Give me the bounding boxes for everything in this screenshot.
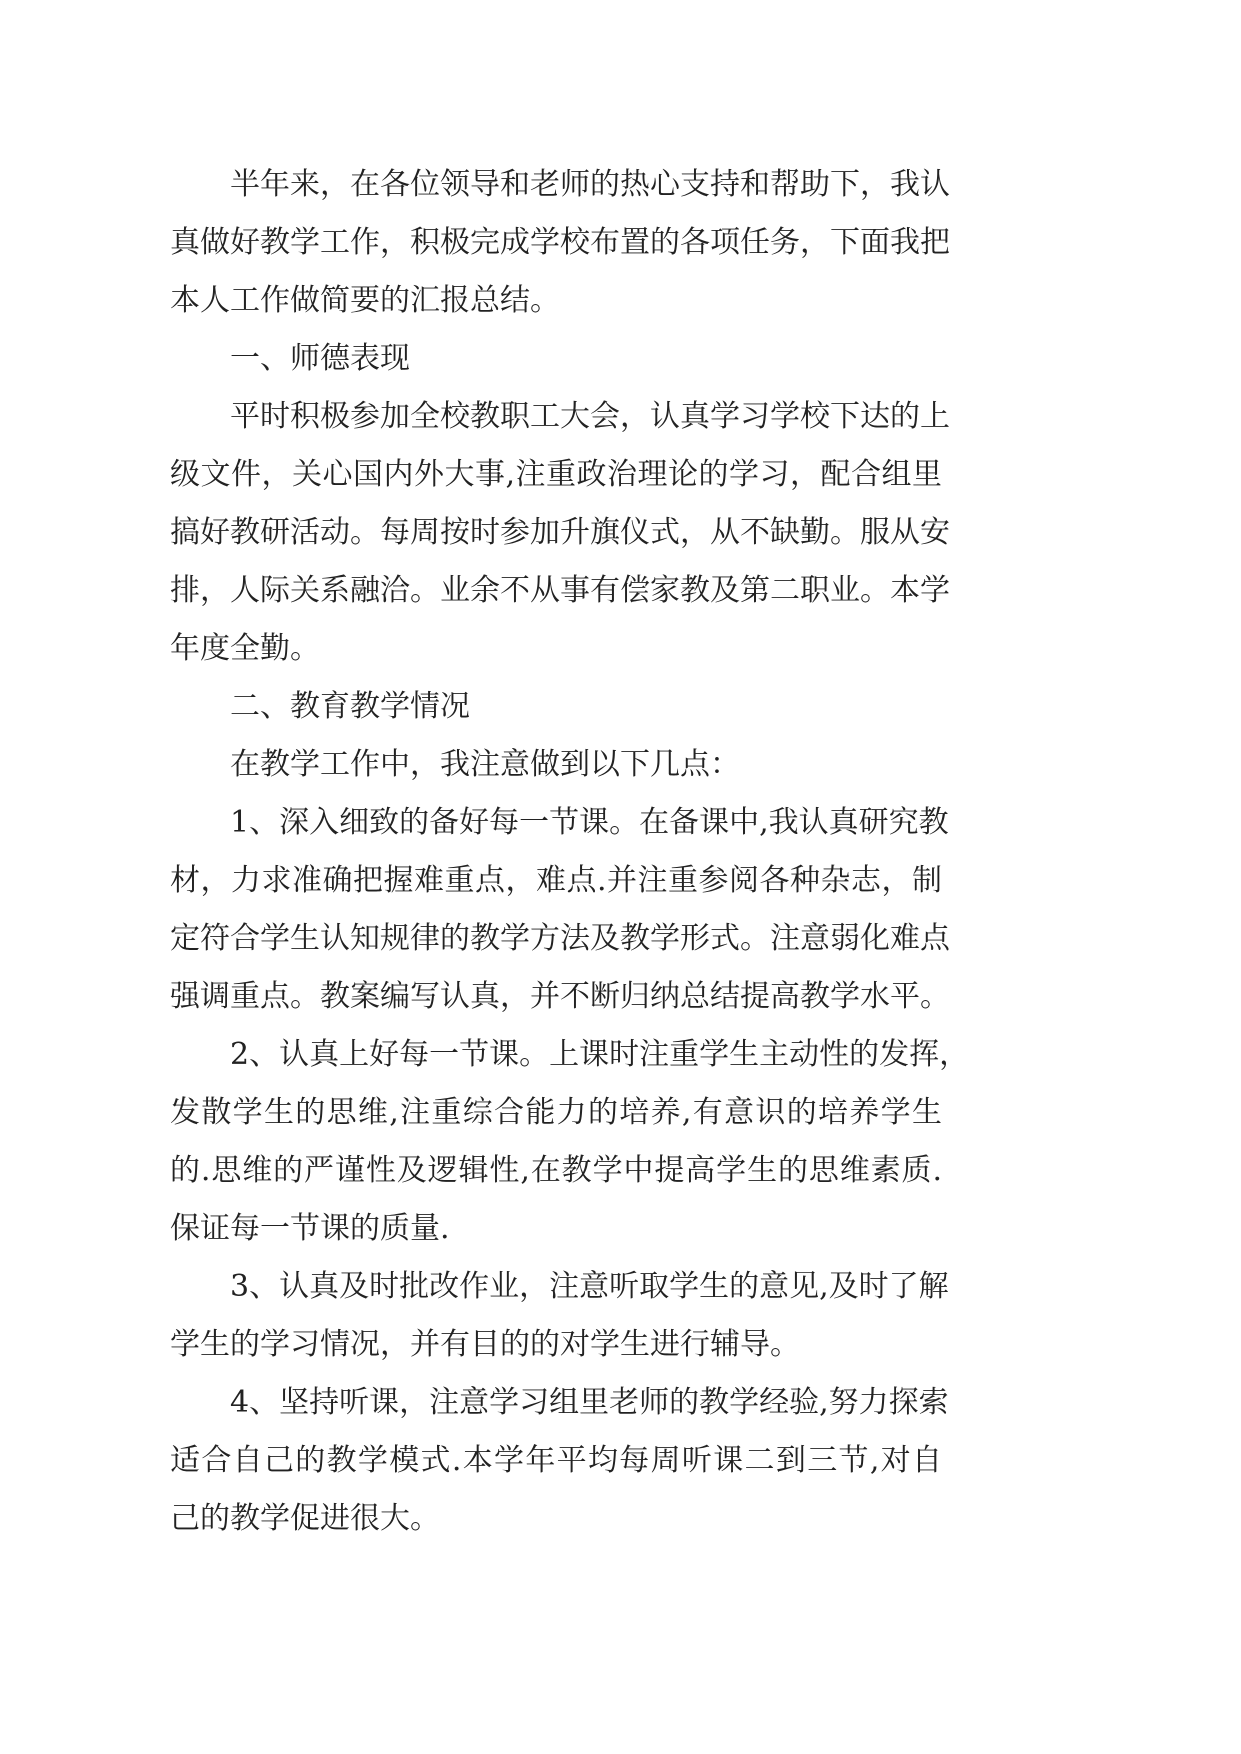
intro-paragraph <box>170 156 950 330</box>
text-line: 2、认真上好每一节课。上课时注重学生主动性的发挥， <box>230 1037 970 1072</box>
section-heading: 一、师德表现 <box>230 341 410 376</box>
text-line: 的.思维的严谨性及逻辑性,在教学中提高学生的思维素质. <box>170 1153 942 1188</box>
section-heading: 二、教育教学情况 <box>230 689 470 724</box>
text-line: 学生的学习情况，并有目的的对学生进行辅导。 <box>170 1327 800 1362</box>
text-line: 适合自己的教学模式.本学年平均每周听课二到三节,对自 <box>170 1443 942 1478</box>
body-paragraph <box>170 1026 970 1258</box>
body-paragraph <box>170 736 942 794</box>
text-line: 4、坚持听课，注意学习组里老师的教学经验,努力探索 <box>230 1385 949 1420</box>
text-line: 年度全勤。 <box>170 631 320 666</box>
body-paragraph <box>170 794 950 1026</box>
body-paragraph <box>170 1258 949 1374</box>
body-paragraph <box>170 1374 949 1548</box>
text-line: 材，力求准确把握难重点，难点.并注重参阅各种杂志，制 <box>170 863 942 898</box>
text-line: 搞好教研活动。每周按时参加升旗仪式，从不缺勤。服从安 <box>170 515 950 550</box>
text-line: 级文件，关心国内外大事,注重政治理论的学习，配合组里 <box>170 457 942 492</box>
text-line: 强调重点。教案编写认真，并不断归纳总结提高教学水平。 <box>170 979 950 1014</box>
text-line: 本人工作做简要的汇报总结。 <box>170 283 560 318</box>
text-line: 定符合学生认知规律的教学方法及教学形式。注意弱化难点 <box>170 921 950 956</box>
text-line: 在教学工作中，我注意做到以下几点： <box>230 747 740 782</box>
text-line: 3、认真及时批改作业，注意听取学生的意见,及时了解 <box>230 1269 949 1304</box>
text-line: 保证每一节课的质量. <box>170 1211 450 1246</box>
document-body <box>170 156 970 1548</box>
text-line: 真做好教学工作，积极完成学校布置的各项任务，下面我把 <box>170 225 950 260</box>
body-paragraph <box>170 388 950 678</box>
text-line: 己的教学促进很大。 <box>170 1501 440 1536</box>
text-line: 半年来，在各位领导和老师的热心支持和帮助下，我认 <box>230 167 950 202</box>
text-line: 平时积极参加全校教职工大会，认真学习学校下达的上 <box>230 399 950 434</box>
text-line: 1、深入细致的备好每一节课。在备课中,我认真研究教 <box>230 805 949 840</box>
text-line: 发散学生的思维,注重综合能力的培养,有意识的培养学生 <box>170 1095 942 1130</box>
text-line: 排，人际关系融洽。业余不从事有偿家教及第二职业。本学 <box>170 573 950 608</box>
